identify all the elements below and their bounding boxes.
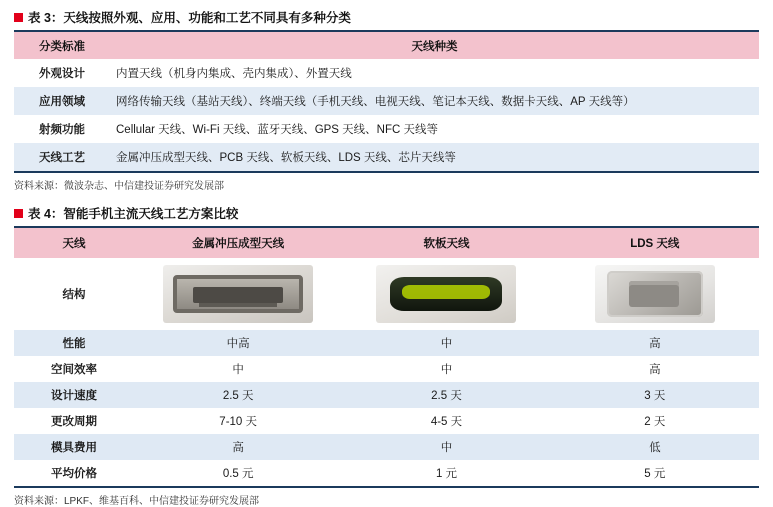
caption-marker-icon	[14, 209, 23, 218]
table4-caption-text: 表 4：智能手机主流天线工艺方案比较	[28, 207, 239, 221]
table4-structure-cell-0	[134, 258, 342, 330]
table4-row3-value-2: 2 天	[644, 416, 666, 428]
table4-header-cell-3: LDS 天线	[551, 227, 759, 258]
table4-row4-label: 模具费用	[14, 434, 134, 460]
table3-row1-value: 网络传输天线（基站天线）、终端天线（手机天线、电视天线、笔记本天线、数据卡天线、AP 天线等）	[110, 87, 759, 115]
table-row	[14, 408, 759, 434]
table4-row3-value-1: 4-5 天	[430, 416, 463, 428]
table-row	[14, 460, 759, 487]
table4-header-row	[14, 227, 759, 258]
table4-row0-value-2: 高	[551, 330, 759, 356]
table-row	[14, 356, 759, 382]
table3-row1-label: 应用领域	[14, 87, 110, 115]
metal-stamped-antenna-photo	[163, 265, 313, 323]
table4-row5-value-1: 1 元	[435, 468, 458, 480]
table4-row4-value-1: 中	[342, 434, 550, 460]
table4-row5-value-2: 5 元	[644, 468, 666, 480]
table-row	[14, 59, 759, 87]
table4-row1-value-2: 高	[649, 364, 661, 376]
fpc-antenna-photo	[376, 265, 516, 323]
table3-caption	[14, 8, 759, 26]
table4-row1-label: 空间效率	[51, 364, 97, 376]
table4-structure-label: 结构	[14, 258, 134, 330]
table-row	[14, 115, 759, 143]
table4-row3-label: 更改周期	[51, 416, 97, 428]
table3	[14, 30, 759, 173]
table4-structure-row	[14, 258, 759, 330]
table3-row0-value: 内置天线（机身内集成、壳内集成）、外置天线	[116, 68, 352, 80]
table4-row2-value-2: 3 天	[551, 382, 759, 408]
table4-header-cell-2: 软板天线	[342, 227, 550, 258]
caption-marker-icon	[14, 13, 23, 22]
table-row	[14, 143, 759, 172]
table4-row4-value-0: 高	[134, 434, 342, 460]
table-row	[14, 382, 759, 408]
table-row	[14, 330, 759, 356]
table4	[14, 226, 759, 488]
table3-row2-value: Cellular 天线、Wi-Fi 天线、蓝牙天线、GPS 天线、NFC 天线等	[116, 124, 439, 136]
table4-row0-value-1: 中	[342, 330, 550, 356]
table4-row3-value-0: 7-10 天	[219, 416, 258, 428]
table4-structure-cell-2	[551, 258, 759, 330]
table4-caption	[14, 204, 759, 222]
table4-row5-value-0: 0.5 元	[222, 468, 254, 480]
table4-row2-value-1: 2.5 天	[342, 382, 550, 408]
table4-source: 资料来源：LPKF、维基百科、中信建投证券研究发展部	[14, 496, 260, 507]
table4-row5-label: 平均价格	[51, 468, 97, 480]
table4-row0-value-0: 中高	[134, 330, 342, 356]
table4-row0-label: 性能	[14, 330, 134, 356]
table3-header-cell-1: 天线种类	[110, 31, 759, 59]
table3-header-cell-0: 分类标准	[14, 31, 110, 59]
table3-row3-label: 天线工艺	[14, 143, 110, 172]
table4-header-cell-0: 天线	[14, 227, 134, 258]
table-row	[14, 434, 759, 460]
table4-row1-value-1: 中	[440, 364, 453, 376]
table4-structure-cell-1	[342, 258, 550, 330]
table4-row1-value-0: 中	[232, 364, 244, 376]
table3-row2-label: 射频功能	[39, 124, 85, 136]
table4-header-cell-1: 金属冲压成型天线	[134, 227, 342, 258]
table4-row2-value-0: 2.5 天	[134, 382, 342, 408]
table3-caption-text: 表 3：天线按照外观、应用、功能和工艺不同具有多种分类	[28, 11, 351, 25]
table3-header-row	[14, 31, 759, 59]
table-row	[14, 87, 759, 115]
lds-antenna-photo	[595, 265, 715, 323]
section-spacer	[14, 192, 759, 204]
table3-row3-value: 金属冲压成型天线、PCB 天线、软板天线、LDS 天线、芯片天线等	[110, 143, 759, 172]
table3-row0-label: 外观设计	[39, 68, 85, 80]
table4-row4-value-2: 低	[551, 434, 759, 460]
table3-source: 资料来源：微波杂志、中信建投证券研究发展部	[14, 181, 224, 192]
table4-row2-label: 设计速度	[14, 382, 134, 408]
